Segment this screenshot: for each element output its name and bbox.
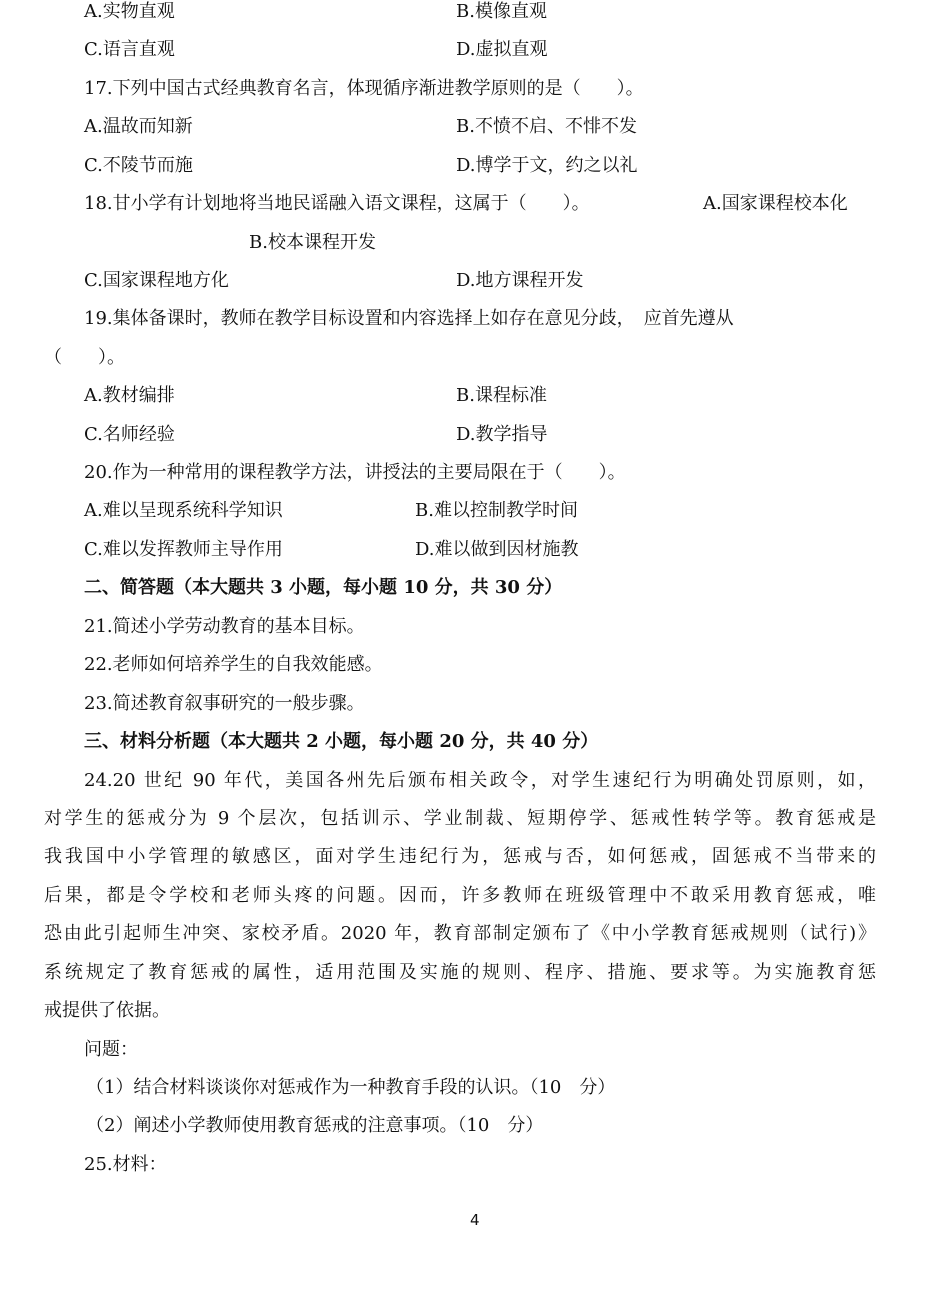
q23: 23.简述教育叙事研究的一般步骤。 xyxy=(84,693,365,714)
q20-option-b: B.难以控制教学时间 xyxy=(415,500,578,521)
q18-option-d: D.地方课程开发 xyxy=(456,270,584,291)
q20-option-a: A.难以呈现系统科学知识 xyxy=(84,500,283,521)
question-label: 问题： xyxy=(84,1039,138,1060)
q17-stem: 17.下列中国古式经典教育名言，体现循序渐进教学原则的是（ ）。 xyxy=(84,78,644,99)
section3-heading: 三、材料分析题（本大题共 2 小题，每小题 20 分，共 40 分） xyxy=(84,731,599,752)
q19-option-d: D.教学指导 xyxy=(456,424,548,445)
q18-stem: 18.甘小学有计划地将当地民谣融入语文课程，这属于（ ）。 xyxy=(84,193,590,214)
q17-option-a: A.温故而知新 xyxy=(84,116,193,137)
q24-line-6: 系统规定了教育惩戒的属性，适用范围及实施的规则、程序、措施、要求等。为实施教育惩 xyxy=(44,962,876,983)
q24-line-4: 后果，都是令学校和老师头疼的问题。因而，许多教师在班级管理中不敢采用教育惩戒，唯 xyxy=(44,885,876,906)
q25-stem: 25.材料： xyxy=(84,1154,167,1175)
q24-line-2: 对学生的惩戒分为 9 个层次，包括训示、学业制裁、短期停学、惩戒性转学等。教育惩戒是 xyxy=(44,808,876,829)
q24-line-7: 戒提供了依据。 xyxy=(44,1000,170,1021)
q19-option-a: A.教材编排 xyxy=(84,385,175,406)
q24-line-3: 我我国中小学管理的敏感区，面对学生违纪行为，惩戒与否，如何惩戒，固惩戒不当带来的 xyxy=(44,846,876,867)
q16-option-b: B.模像直观 xyxy=(456,1,547,22)
q24-subquestion-2: （2）阐述小学教师使用教育惩戒的注意事项。（10 分） xyxy=(86,1115,544,1136)
q16-option-a: A.实物直观 xyxy=(84,1,175,22)
q19-option-c: C.名师经验 xyxy=(84,424,175,445)
q18-option-c: C.国家课程地方化 xyxy=(84,270,229,291)
q19-option-b: B.课程标准 xyxy=(456,385,547,406)
q24-subquestion-1: （1）结合材料谈谈你对惩戒作为一种教育手段的认识。（10 分） xyxy=(86,1077,616,1098)
q24-line-5: 恐由此引起师生冲突、家校矛盾。2020 年，教育部制定颁布了《中小学教育惩戒规则（试行)》 xyxy=(44,923,876,944)
q24-line-1: 24.20 世纪 90 年代，美国各州先后颁布相关政令，对学生速纪行为明确处罚原则，如， xyxy=(84,770,876,791)
q19-stem-line1: 19.集体备课时，教师在教学目标设置和内容选择上如存在意见分歧， 应首先遵从 xyxy=(84,308,734,329)
q21: 21.简述小学劳动教育的基本目标。 xyxy=(84,616,365,637)
q20-option-d: D.难以做到因材施教 xyxy=(415,539,579,560)
q16-option-d: D.虚拟直观 xyxy=(456,39,548,60)
section2-heading: 二、简答题（本大题共 3 小题，每小题 10 分，共 30 分） xyxy=(84,577,563,598)
q19-stem-line2: （ ）。 xyxy=(44,347,125,368)
q20-option-c: C.难以发挥教师主导作用 xyxy=(84,539,283,560)
q18-option-b: B.校本课程开发 xyxy=(249,232,376,253)
q18-option-a: A.国家课程校本化 xyxy=(703,193,848,214)
page-number: 4 xyxy=(470,1211,480,1229)
q22: 22.老师如何培养学生的自我效能感。 xyxy=(84,654,383,675)
q16-option-c: C.语言直观 xyxy=(84,39,175,60)
q17-option-d: D.博学于文，约之以礼 xyxy=(456,155,638,176)
q17-option-b: B.不愤不启、不悱不发 xyxy=(456,116,637,137)
q20-stem: 20.作为一种常用的课程教学方法，讲授法的主要局限在于（ ）。 xyxy=(84,462,626,483)
q17-option-c: C.不陵节而施 xyxy=(84,155,193,176)
